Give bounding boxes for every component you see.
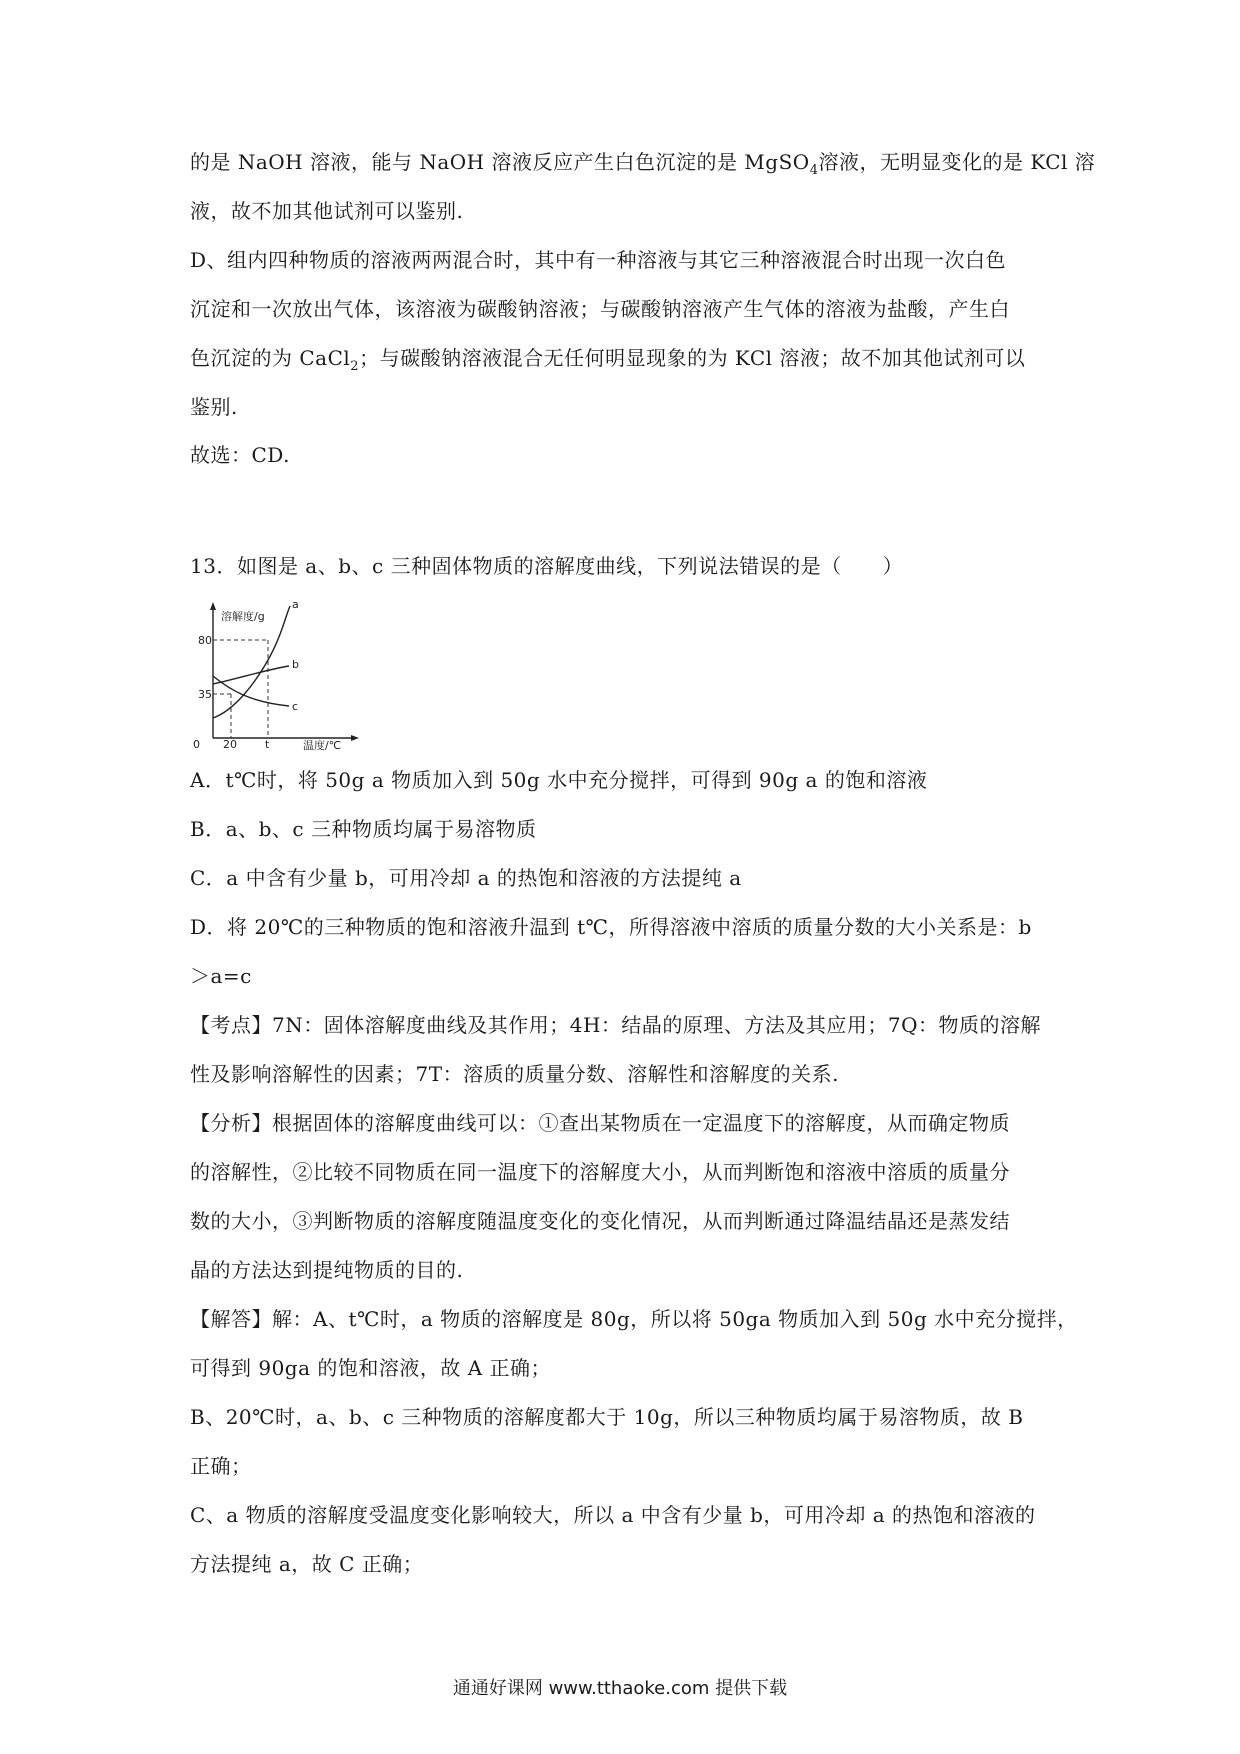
curve-label-c: c bbox=[292, 700, 299, 713]
text-line: 沉淀和一次放出气体，该溶液为碳酸钠溶液；与碳酸钠溶液产生气体的溶液为盐酸，产生白 bbox=[190, 297, 1010, 321]
page-footer: 通通好课网 www.tthaoke.com 提供下载 bbox=[452, 1678, 788, 1699]
text-segment: ；与碳酸钠溶液混合无任何明显现象的为 KCl 溶液；故不加其他试剂可以 bbox=[359, 346, 1026, 370]
jieda-line4: 正确； bbox=[190, 1454, 252, 1478]
jieda-line3: B、20℃时，a、b、c 三种物质的溶解度都大于 10g，所以三种物质均属于易溶物质，故 B bbox=[190, 1405, 1024, 1429]
fenxi-line4: 晶的方法达到提纯物质的目的. bbox=[190, 1258, 464, 1282]
jieda-line1: 【解答】解：A、t℃时，a 物质的溶解度是 80g，所以将 50ga 物质加入到 50g 水中充分搅拌， bbox=[190, 1307, 1078, 1331]
text-line: 鉴别. bbox=[190, 395, 238, 419]
text-line: 液，故不加其他试剂可以鉴别. bbox=[190, 199, 464, 223]
subscript: 4 bbox=[809, 163, 819, 178]
option-d-line2: ＞a=c bbox=[190, 964, 252, 988]
x-axis-arrow bbox=[351, 735, 359, 741]
y-axis-arrow bbox=[210, 602, 216, 610]
y-tick-35: 35 bbox=[198, 688, 212, 701]
text-segment: 的是 NaOH 溶液，能与 NaOH 溶液反应产生白色沉淀的是 MgSO bbox=[190, 150, 810, 174]
fenxi-line3: 数的大小，③判断物质的溶解度随温度变化的变化情况，从而判断通过降温结晶还是蒸发结 bbox=[190, 1209, 1010, 1233]
text-line bbox=[190, 344, 1060, 372]
x-axis-label: 温度/℃ bbox=[303, 739, 342, 752]
text-line: D、组内四种物质的溶液两两混合时，其中有一种溶液与其它三种溶液混合时出现一次白色 bbox=[190, 248, 1007, 272]
x-tick-t: t bbox=[265, 738, 270, 751]
jieda-line5: C、a 物质的溶解度受温度变化影响较大，所以 a 中含有少量 b，可用冷却 a 的热饱和溶液的 bbox=[190, 1503, 1036, 1527]
text-line: 故选：CD. bbox=[190, 443, 290, 467]
x-tick-20: 20 bbox=[223, 738, 237, 751]
text-segment: 色沉淀的为 CaCl bbox=[190, 346, 351, 370]
fenxi-line1: 【分析】根据固体的溶解度曲线可以：①查出某物质在一定温度下的溶解度，从而确定物质 bbox=[190, 1111, 1010, 1135]
x-tick-0: 0 bbox=[193, 738, 200, 751]
text-segment: 溶液，无明显变化的是 KCl 溶 bbox=[818, 150, 1096, 174]
question-13: 13．如图是 a、b、c 三种固体物质的溶解度曲线，下列说法错误的是（ ） bbox=[190, 554, 904, 578]
text-line bbox=[190, 148, 1096, 178]
y-axis-label: 溶解度/g bbox=[221, 610, 265, 623]
jieda-line2: 可得到 90ga 的饱和溶液，故 A 正确； bbox=[190, 1356, 552, 1380]
subscript: 2 bbox=[350, 359, 360, 374]
curve-label-a: a bbox=[292, 598, 299, 611]
kaodian-line2: 性及影响溶解性的因素；7T：溶质的质量分数、溶解性和溶解度的关系. bbox=[190, 1062, 839, 1086]
y-tick-80: 80 bbox=[198, 634, 212, 647]
fenxi-line2: 的溶解性，②比较不同物质在同一温度下的溶解度大小，从而判断饱和溶液中溶质的质量分 bbox=[190, 1160, 1010, 1184]
curve-c bbox=[213, 676, 289, 706]
jieda-line6: 方法提纯 a，故 C 正确； bbox=[190, 1552, 424, 1576]
solubility-curve-figure bbox=[193, 598, 365, 752]
option-a: A．t℃时，将 50g a 物质加入到 50g 水中充分搅拌，可得到 90g a 的饱和溶液 bbox=[190, 768, 928, 792]
curve-b bbox=[213, 666, 289, 684]
option-c: C．a 中含有少量 b，可用冷却 a 的热饱和溶液的方法提纯 a bbox=[190, 866, 742, 890]
solubility-curve-svg bbox=[193, 598, 365, 752]
option-d-line1: D．将 20℃的三种物质的饱和溶液升温到 t℃，所得溶液中溶质的质量分数的大小关系是：b bbox=[190, 915, 1032, 939]
kaodian-line1: 【考点】7N：固体溶解度曲线及其作用；4H：结晶的原理、方法及其应用；7Q：物质的溶解 bbox=[190, 1013, 1042, 1037]
curve-label-b: b bbox=[292, 658, 299, 671]
option-b: B．a、b、c 三种物质均属于易溶物质 bbox=[190, 817, 537, 841]
